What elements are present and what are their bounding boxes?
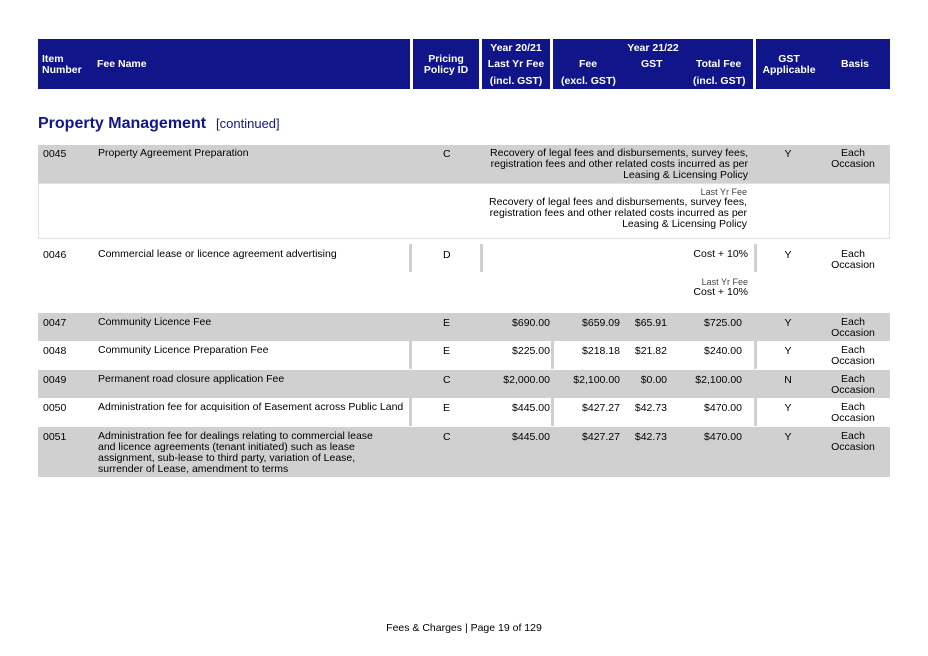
gst-amount: $21.82 [634,345,667,357]
column-separator [551,398,554,426]
header-total-fee: Total Fee [696,58,742,70]
table-row [38,145,890,183]
total-fee: $2,100.00 [695,374,742,386]
fee-excl-gst: $427.27 [582,431,620,443]
fee-name: Administration fee for dealings relating to commercial lease and licence agreements (tenant initiated) such as lease assignment, sub-lease to third party, variation of Lease, surrender of Lease, amendment to terms [98,430,373,475]
last-year-row [38,183,890,239]
header-pricing-policy-line2: Policy ID [423,64,469,76]
table-row [38,427,890,477]
item-number: 0049 [43,374,67,386]
section-continued: [continued] [216,116,280,131]
pricing-policy: E [443,402,451,414]
gst-amount: $65.91 [634,317,667,329]
fee-name: Property Agreement Preparation [98,147,249,159]
total-fee: $240.00 [704,345,742,357]
header-basis: Basis [840,58,870,70]
header-excl-gst: (excl. GST) [561,75,616,87]
table-row [38,313,890,341]
gst-applicable: N [784,374,792,386]
header-year-prev: Year 20/21 [490,42,542,54]
table-row [38,370,890,398]
item-number: 0047 [43,317,67,329]
table-row [38,244,890,308]
column-separator [754,341,757,369]
item-number: 0048 [43,345,67,357]
pricing-policy: E [443,317,451,329]
total-fee: $470.00 [704,431,742,443]
header-fee-name: Fee Name [97,58,147,70]
header-year-curr-cell [553,39,753,89]
fee-name: Commercial lease or licence agreement advertising [98,248,337,260]
fee-excl-gst: $218.18 [582,345,620,357]
basis: Each Occasion [831,373,875,396]
fee-description: Recovery of legal fees and disbursements, survey fees, registration fees and other related costs incurred as per Leasing & Licensing Policy [490,147,748,181]
fee-description: Cost + 10% [693,248,748,260]
header-item-number-line1: Item [42,53,64,65]
pricing-policy: D [443,249,451,261]
gst-applicable: Y [784,148,792,160]
header-last-yr-fee: Last Yr Fee [487,58,545,70]
gst-applicable: Y [784,249,792,261]
fee-name: Community Licence Preparation Fee [98,344,269,356]
basis: Each Occasion [831,316,875,339]
header-pricing-policy-cell [413,39,479,89]
last-yr-fee: $690.00 [512,317,550,329]
total-fee: $725.00 [704,317,742,329]
section-title-text: Property Management [38,115,207,132]
basis: Each Occasion [831,344,875,367]
gst-amount: $42.73 [634,402,667,414]
column-separator [409,244,412,272]
header-incl-gst-prev: (incl. GST) [489,75,543,87]
pricing-policy: E [443,345,451,357]
pricing-policy: C [443,431,451,443]
last-yr-label: Last Yr Fee [700,187,747,197]
header-gst: GST [641,58,663,70]
fee-name: Community Licence Fee [98,316,212,328]
column-separator [409,398,412,426]
header-pricing-policy-line1: Pricing [428,53,464,65]
fee-name: Administration fee for acquisition of Easement across Public Land [98,401,404,413]
table-row [38,341,890,369]
gst-amount: $42.73 [634,431,667,443]
header-gst-applicable-line1: GST [778,53,800,65]
last-yr-fee: $2,000.00 [503,374,550,386]
last-yr-fee: $445.00 [512,431,550,443]
last-yr-fee: $225.00 [512,345,550,357]
column-separator [480,244,483,272]
basis: Each Occasion [831,401,875,424]
gst-amount: $0.00 [640,374,667,386]
total-fee: $470.00 [704,402,742,414]
header-gst-applicable-line2: Applicable [762,64,816,76]
basis: Each Occasion [831,430,875,453]
gst-applicable: Y [784,402,792,414]
item-number: 0045 [43,148,67,160]
pricing-policy: C [443,148,451,160]
column-separator [551,341,554,369]
header-gst-applicable-cell [756,39,890,89]
item-number: 0046 [43,249,67,261]
last-yr-description: Cost + 10% [693,286,748,298]
gst-applicable: Y [784,345,792,357]
fee-excl-gst: $427.27 [582,402,620,414]
header-item-number-cell [38,39,410,89]
column-separator [754,244,757,272]
basis: Each Occasion [831,147,875,170]
column-separator [409,341,412,369]
item-number: 0051 [43,431,67,443]
basis: Each Occasion [831,248,875,271]
table-row [38,398,890,426]
fee-excl-gst: $659.09 [582,317,620,329]
item-number: 0050 [43,402,67,414]
header-year-prev-cell [482,39,550,89]
header-item-number-line2: Number [42,64,82,76]
header-year-curr: Year 21/22 [627,42,679,54]
last-yr-fee: $445.00 [512,402,550,414]
gst-applicable: Y [784,317,792,329]
last-yr-description: Recovery of legal fees and disbursements, survey fees, registration fees and other related costs incurred as per Leasing & Licensing Policy [489,196,747,230]
column-separator [754,398,757,426]
section-title [38,115,280,133]
last-yr-label: Last Yr Fee [701,277,748,287]
fee-name: Permanent road closure application Fee [98,373,285,385]
pricing-policy: C [443,374,451,386]
page-footer: Fees & Charges | Page 19 of 129 [386,622,542,634]
header-fee: Fee [579,58,598,70]
gst-applicable: Y [784,431,792,443]
fee-excl-gst: $2,100.00 [573,374,620,386]
header-incl-gst-curr: (incl. GST) [693,75,746,87]
